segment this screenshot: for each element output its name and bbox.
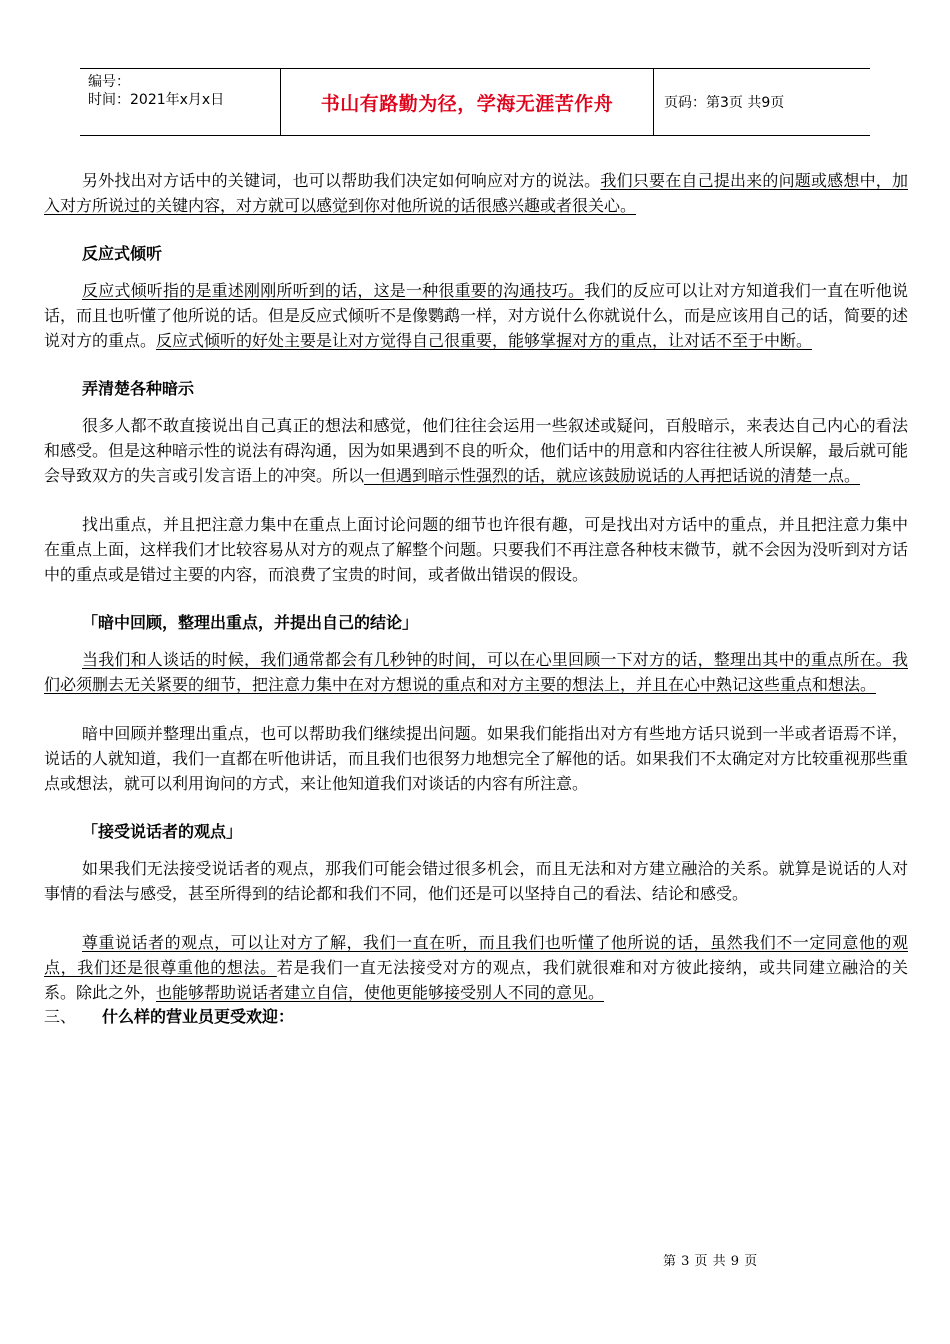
- page-header: [80, 68, 870, 136]
- document-body: [44, 168, 908, 1029]
- underlined-text: 一但遇到暗示性强烈的话，就应该鼓励说话的人再把话说的清楚一点。: [364, 466, 861, 485]
- text-run: 若是我们一直无法接受对方的观点，我们就很难和对方彼此接纳，或共同建立融洽的关系。除此之外，: [44, 958, 908, 1002]
- text-run: 另外找出对方话中的关键词，也可以帮助我们决定如何响应对方的说法。: [82, 171, 601, 190]
- section-heading-3: [44, 1005, 908, 1029]
- paragraph-key-points: 找出重点，并且把注意力集中在重点上面讨论问题的细节也许很有趣，可是找出对方话中的重点，并且把注意力集中在重点上面，这样我们才比较容易从对方的观点了解整个问题。只要我们不再注意各种枝末微节，就不会因为没听到对方话中的重点或是错过主要的内容，而浪费了宝贵的时间，或者做出错误的假设。: [44, 515, 909, 584]
- heading-review: 「暗中回顾，整理出重点，并提出自己的结论」: [82, 613, 419, 632]
- paragraph-respect-views: [44, 930, 908, 1005]
- page-footer: 第 3 页 共 9 页: [663, 1254, 758, 1269]
- section-number: 三、: [44, 1007, 77, 1026]
- header-meta: [80, 69, 281, 135]
- paragraph-review-questions: 暗中回顾并整理出重点，也可以帮助我们继续提出问题。如果我们能指出对方有些地方话只说到一半或者语焉不详，说话的人就知道，我们一直都在听他讲话，而且我们也很努力地想完全了解他的话。如果我们不太确定对方比较重视那些重点或想法，就可以利用询问的方式，来让他知道我们对谈话的内容有所注意。: [44, 724, 909, 793]
- text-run: 我们的反应可以让对方知道我们一直在听他说话，而且也听懂了他所说的话。但是反应式倾听不是像鹦鹉一样，对方说什么你就说什么，而是应该用自己的话，简要的述说对方的重点。: [44, 281, 909, 350]
- text-run: 很多人都不敢直接说出自己真正的想法和感觉，他们往往会运用一些叙述或疑问，百般暗示，来表达自己内心的看法和感受。但是这种暗示性的说法有碍沟通，因为如果遇到不良的听众，他们话中的用意和内容往往被人所误解，最后就可能会导致双方的失言或引发言语上的冲突。所以: [44, 416, 909, 485]
- underlined-text: 反应式倾听指的是重述刚刚所听到的话，这是一种很重要的沟通技巧。: [82, 281, 585, 300]
- paragraph-hints: [44, 413, 908, 488]
- header-motto: 书山有路勤为径，学海无涯苦作舟: [320, 92, 614, 115]
- doc-code-label: 编号：: [88, 74, 130, 90]
- heading-reflective-listening: 反应式倾听: [82, 244, 163, 263]
- header-motto-cell: [281, 69, 654, 135]
- underlined-text: 当我们和人谈话的时候，我们通常都会有几秒钟的时间，可以在心里回顾一下对方的话，整理出其中的重点所在。我们必须删去无关紧要的细节，把注意力集中在对方想说的重点和对方主要的想法上，并且在心中熟记这些重点和想法。: [44, 650, 908, 694]
- underlined-text: 也能够帮助说话者建立自信，使他更能够接受别人不同的意见。: [156, 983, 605, 1002]
- heading-accept-views: 「接受说话者的观点」: [82, 822, 243, 841]
- underlined-text: 我们只要在自己提出来的问题或感想中，加入对方所说过的关键内容，对方就可以感觉到你对他所说的话很感兴趣或者很关心。: [44, 171, 908, 215]
- section-title: 什么样的营业员更受欢迎：: [102, 1007, 295, 1026]
- paragraph-accept-views: 如果我们无法接受说话者的观点，那我们可能会错过很多机会，而且无法和对方建立融洽的关系。就算是说话的人对事情的看法与感受，甚至所得到的结论都和我们不同，他们还是可以坚持自己的看法、结论和感受。: [44, 859, 908, 903]
- underlined-text: 反应式倾听的好处主要是让对方觉得自己很重要，能够掌握对方的重点，让对话不至于中断。: [156, 331, 813, 350]
- doc-time-label: 时间：2021年x月x日: [88, 92, 225, 108]
- heading-hints: 弄清楚各种暗示: [82, 379, 195, 398]
- underlined-text: 尊重说话者的观点，可以让对方了解，我们一直在听，而且我们也听懂了他所说的话，虽然我们不一定同意他的观点，我们还是很尊重他的想法。: [44, 933, 908, 977]
- paragraph-reflective-listening: [44, 278, 908, 353]
- paragraph-review: [44, 647, 908, 697]
- header-page-label: 页码：第3页 共9页: [664, 95, 785, 111]
- paragraph-keywords: [44, 168, 908, 218]
